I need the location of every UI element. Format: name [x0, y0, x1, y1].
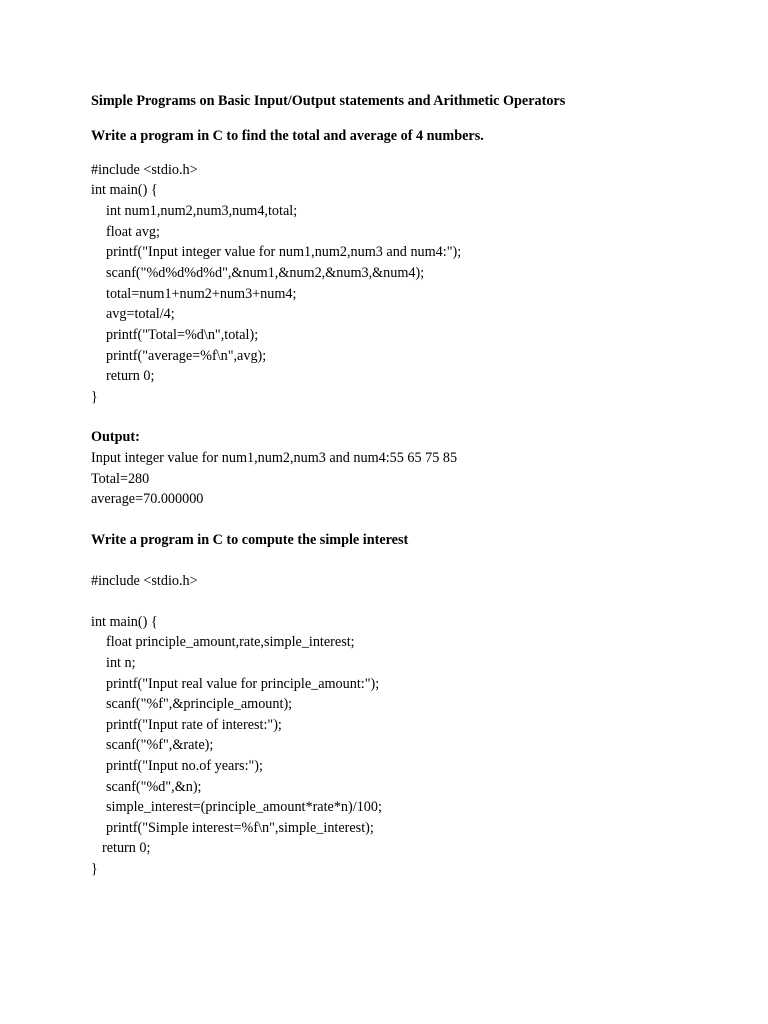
code-line: scanf("%f",&principle_amount);	[106, 696, 293, 712]
code-line: int n;	[106, 655, 136, 671]
code-line: scanf("%f",&rate);	[106, 737, 214, 753]
code-line: }	[91, 861, 98, 877]
code-line: printf("Total=%d\n",total);	[106, 327, 259, 343]
code-line: avg=total/4;	[106, 306, 175, 322]
code-line: float avg;	[106, 224, 160, 240]
code-line: int num1,num2,num3,num4,total;	[106, 203, 298, 219]
code-line: float principle_amount,rate,simple_interest;	[106, 634, 355, 650]
q1-output-label: Output:	[91, 429, 140, 445]
code-line: }	[91, 389, 98, 405]
code-line: printf("Simple interest=%f\n",simple_interest);	[106, 820, 374, 836]
code-line: total=num1+num2+num3+num4;	[106, 286, 297, 302]
code-line: simple_interest=(principle_amount*rate*n)/100;	[106, 799, 382, 815]
code-line: return 0;	[106, 368, 155, 384]
output-line: Input integer value for num1,num2,num3 and num4:55 65 75 85	[91, 450, 458, 466]
code-line: printf("Input rate of interest:");	[106, 717, 282, 733]
code-line: printf("Input no.of years:");	[106, 758, 263, 774]
code-line: printf("Input integer value for num1,num2,num3 and num4:");	[106, 244, 462, 260]
code-line: return 0;	[102, 840, 151, 856]
code-line: printf("Input real value for principle_amount:");	[106, 676, 380, 692]
code-line: #include <stdio.h>	[91, 573, 198, 589]
code-line: printf("average=%f\n",avg);	[106, 348, 267, 364]
q2-title: Write a program in C to compute the simple interest	[91, 532, 409, 548]
output-line: Total=280	[91, 471, 150, 487]
code-line: scanf("%d",&n);	[106, 779, 202, 795]
code-line: int main() {	[91, 614, 158, 630]
code-line: int main() {	[91, 182, 158, 198]
document-heading: Simple Programs on Basic Input/Output statements and Arithmetic Operators	[91, 93, 566, 109]
code-line: scanf("%d%d%d%d",&num1,&num2,&num3,&num4);	[106, 265, 425, 281]
output-line: average=70.000000	[91, 491, 204, 507]
code-line: #include <stdio.h>	[91, 162, 198, 178]
q1-title: Write a program in C to find the total and average of 4 numbers.	[91, 128, 484, 144]
